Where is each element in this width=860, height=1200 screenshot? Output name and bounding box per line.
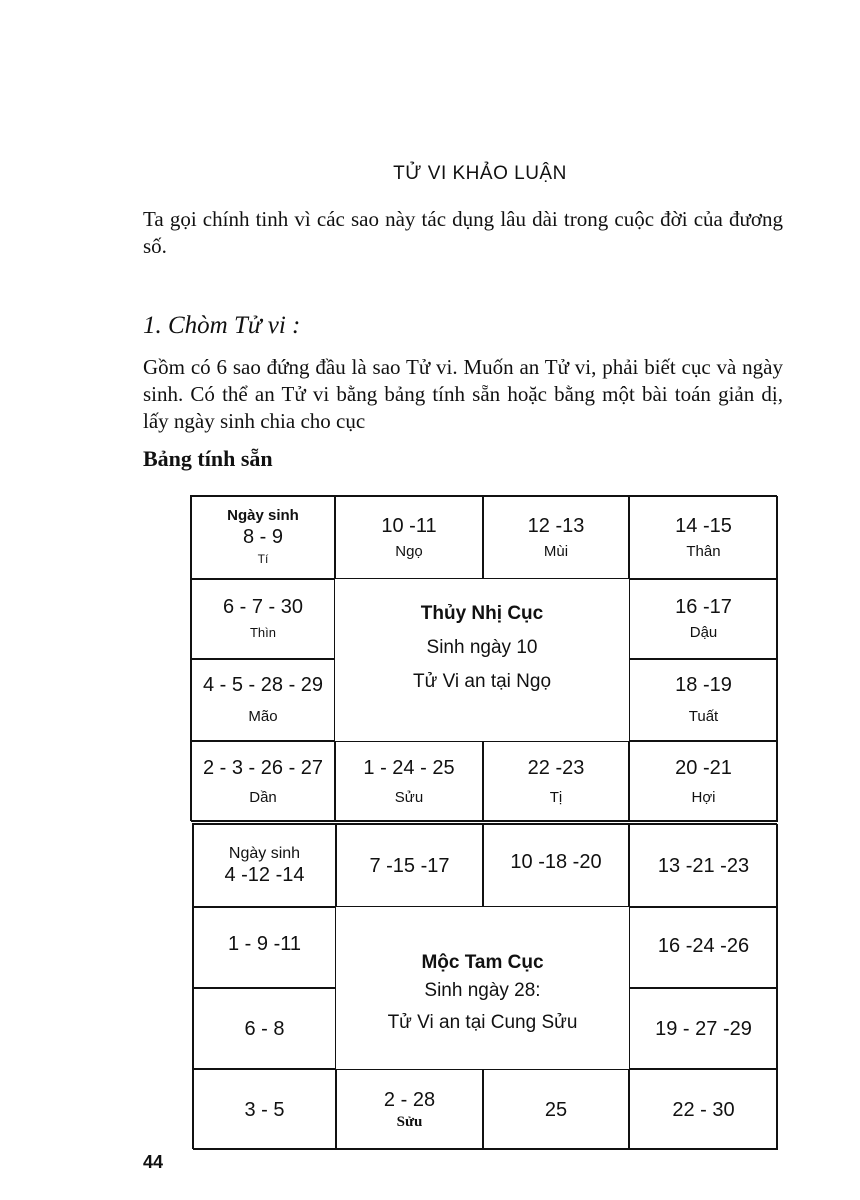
cell-days: 6 - 8 bbox=[244, 1017, 285, 1040]
cell-days: 10 -11 bbox=[381, 514, 437, 537]
cell-days: 3 - 5 bbox=[244, 1098, 285, 1121]
section-paragraph: Gồm có 6 sao đứng đầu là sao Tử vi. Muốn an Tử vi, phải biết cục và ngày sinh. Có thể an Tử vi bằng bảng tính sẵn hoặc bằng một bài toán giản dị, lấy ngày sinh chia cho cục bbox=[143, 355, 783, 433]
center-info bbox=[336, 907, 629, 1069]
cell-mui bbox=[483, 496, 629, 579]
cell-palace: Thìn bbox=[249, 625, 276, 640]
cell-palace: Tuất bbox=[688, 708, 719, 725]
cell-thin bbox=[191, 579, 335, 659]
cell-days: 13 -21 -23 bbox=[657, 854, 750, 877]
cell-days: 20 -21 bbox=[675, 756, 732, 779]
cell-palace: Tị bbox=[549, 788, 563, 806]
cell-tuat bbox=[629, 659, 778, 741]
cell-header-label: Ngày sinh bbox=[228, 845, 301, 862]
cell-dan bbox=[191, 741, 335, 822]
cell-r1c2 bbox=[336, 824, 483, 907]
cell-days: 7 -15 -17 bbox=[369, 854, 450, 877]
cell-days: 6 - 7 - 30 bbox=[222, 596, 304, 618]
cell-days: 4 -12 -14 bbox=[224, 864, 305, 886]
cell-r2c4 bbox=[629, 907, 778, 988]
cell-mao bbox=[191, 659, 335, 741]
cell-days: 12 -13 bbox=[527, 514, 585, 537]
cell-days: 16 -24 -26 bbox=[657, 935, 750, 957]
cell-palace: Sửu bbox=[396, 1114, 423, 1130]
table-moc-tam-cuc bbox=[192, 823, 777, 1149]
cell-ty bbox=[483, 741, 629, 822]
cell-r2c1 bbox=[193, 907, 336, 988]
section-heading: 1. Chòm Tử vi : bbox=[143, 312, 301, 339]
cell-r4c4 bbox=[629, 1069, 778, 1150]
cell-r3c4 bbox=[629, 988, 778, 1069]
cell-days: 16 -17 bbox=[675, 596, 732, 618]
birth-day-line: Sinh ngày 28: bbox=[424, 980, 541, 1001]
cell-days: 8 - 9 bbox=[242, 525, 284, 548]
cell-days: 19 - 27 -29 bbox=[655, 1017, 752, 1040]
cell-r1c1 bbox=[193, 824, 336, 907]
cell-r4c3 bbox=[483, 1069, 629, 1150]
cell-days: 1 - 9 -11 bbox=[228, 933, 301, 955]
cell-r1c4 bbox=[629, 824, 778, 907]
cell-palace: Ngọ bbox=[395, 542, 423, 560]
cell-palace: Mùi bbox=[543, 542, 569, 560]
intro-paragraph: Ta gọi chính tinh vì các sao này tác dụng lâu dài trong cuộc đời của đương số. bbox=[143, 207, 783, 258]
cell-r4c1 bbox=[193, 1069, 336, 1150]
cell-palace: Tí bbox=[257, 551, 269, 566]
page-number: 44 bbox=[143, 1152, 164, 1172]
cell-r3c1 bbox=[193, 988, 336, 1069]
cell-palace: Mão bbox=[248, 708, 278, 725]
cell-than bbox=[629, 496, 778, 579]
cell-palace: Hợi bbox=[691, 788, 716, 806]
table-caption: Bảng tính sẵn bbox=[143, 446, 273, 471]
cell-days: 22 - 30 bbox=[672, 1098, 735, 1121]
cell-palace: Sửu bbox=[394, 788, 424, 806]
cell-palace: Dần bbox=[249, 788, 277, 806]
cell-palace: Dậu bbox=[689, 624, 718, 641]
cell-suu bbox=[335, 741, 483, 822]
cell-days: 25 bbox=[544, 1098, 568, 1121]
cell-days: 14 -15 bbox=[675, 514, 732, 537]
birth-day-line: Sinh ngày 10 bbox=[426, 637, 538, 658]
cell-header-label: Ngày sinh bbox=[227, 506, 299, 524]
cell-r1c3 bbox=[483, 824, 629, 907]
cuc-title: Mộc Tam Cục bbox=[421, 952, 544, 973]
cell-days: 4 - 5 - 28 - 29 bbox=[202, 674, 324, 696]
cell-days: 2 - 3 - 26 - 27 bbox=[202, 756, 324, 779]
cell-days: 22 -23 bbox=[527, 756, 585, 779]
cell-dau bbox=[629, 579, 778, 659]
cell-r4c2 bbox=[336, 1069, 483, 1150]
cell-days: 1 - 24 - 25 bbox=[363, 756, 455, 779]
tu-vi-position-line: Tử Vi an tại Cung Sửu bbox=[387, 1012, 578, 1033]
cell-days: 2 - 28 bbox=[383, 1089, 436, 1111]
cell-days: 10 -18 -20 bbox=[510, 850, 602, 873]
center-info bbox=[335, 579, 629, 741]
cell-palace: Thân bbox=[686, 542, 721, 560]
table-thuy-nhi-cuc bbox=[190, 495, 777, 821]
cuc-title: Thủy Nhị Cục bbox=[420, 603, 544, 624]
cell-hoi bbox=[629, 741, 778, 822]
cell-ti bbox=[191, 496, 335, 579]
cell-ngo bbox=[335, 496, 483, 579]
cell-days: 18 -19 bbox=[675, 674, 732, 696]
tu-vi-position-line: Tử Vi an tại Ngọ bbox=[412, 671, 552, 692]
running-head: TỬ VI KHẢO LUẬN bbox=[393, 163, 567, 184]
